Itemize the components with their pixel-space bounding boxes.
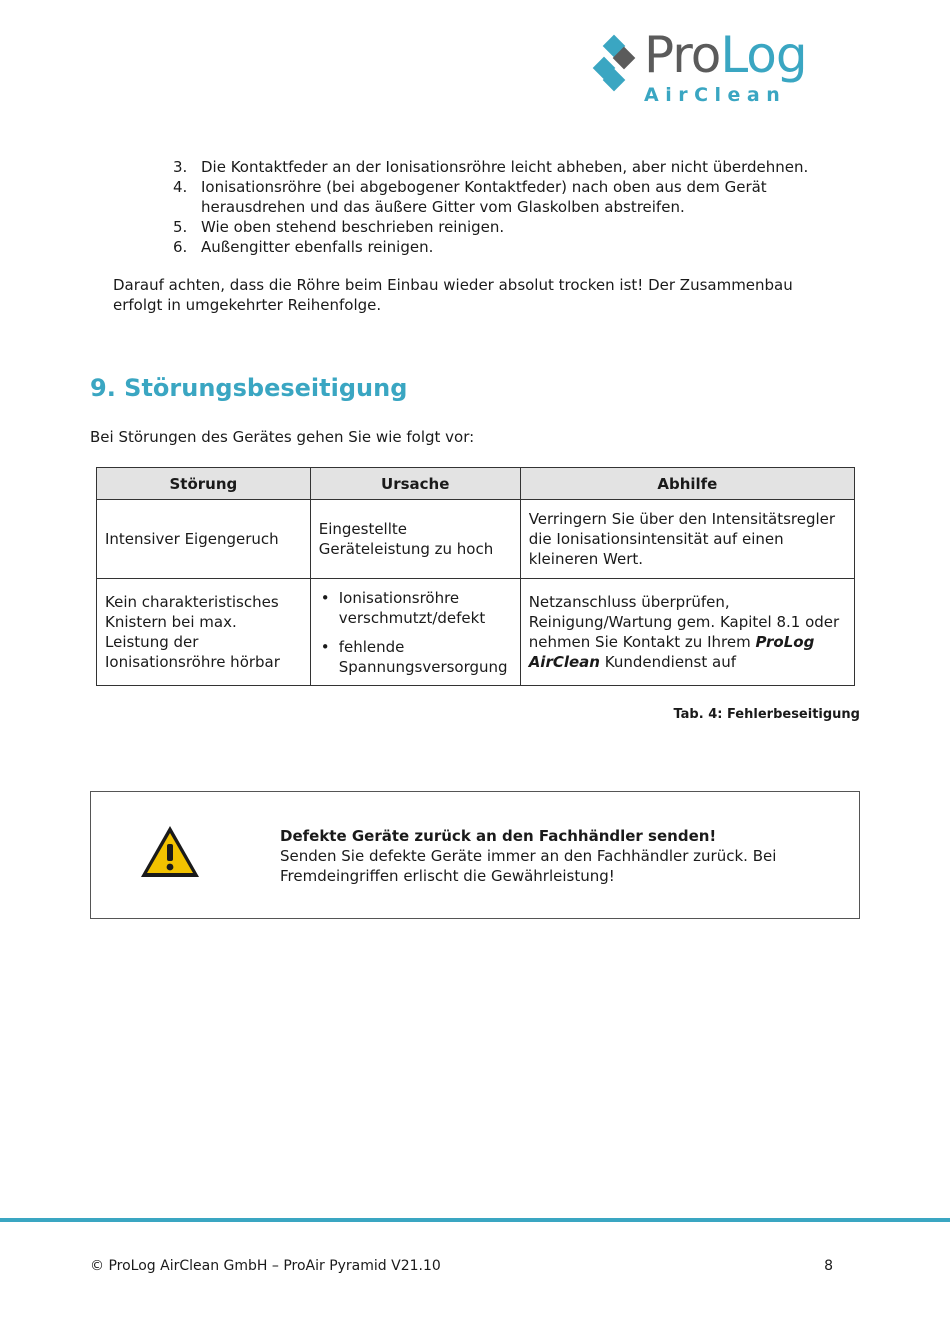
cleaning-steps-list	[170, 157, 850, 257]
footer-divider	[0, 1218, 950, 1222]
step-number: 4.	[173, 178, 188, 196]
logo-text-pro: Pro	[644, 26, 721, 84]
page-number: 8	[824, 1258, 833, 1274]
logo-text-log: Log	[720, 26, 807, 84]
step-number: 5.	[173, 218, 188, 236]
cause-cell: Eingestellte Geräteleistung zu hoch	[310, 500, 520, 579]
remedy-cell: Verringern Sie über den Intensitätsregler die Ionisationsintensität auf einen kleineren Wert.	[520, 500, 854, 579]
column-header-fault: Störung	[97, 468, 311, 500]
cause-list	[319, 588, 512, 677]
step-text: Ionisationsröhre (bei abgebogener Kontaktfeder) nach oben aus dem Gerät herausdrehen und das äußere Gitter vom Glaskolben abstreifen.	[201, 178, 767, 216]
list-item	[170, 217, 850, 237]
list-item	[170, 177, 850, 217]
troubleshooting-table	[96, 467, 855, 686]
section-heading: 9. Störungsbeseitigung	[90, 374, 408, 402]
list-item	[170, 157, 850, 177]
logo-wordmark	[644, 26, 807, 84]
list-item	[170, 237, 850, 257]
prolog-logo	[592, 26, 852, 112]
remedy-text: Netzanschluss überprüfen, Reinigung/Wartung gem. Kapitel 8.1 oder nehmen Sie Kontakt zu Ihrem	[528, 593, 840, 651]
fault-cell: Kein charakteristisches Knistern bei max. Leistung der Ionisationsröhre hörbar	[97, 579, 311, 686]
logo-subtitle: AirClean	[644, 84, 787, 106]
warning-body: Senden Sie defekte Geräte immer an den Fachhändler zurück. Bei Fremdeingriffen erlischt die Gewährleistung!	[280, 847, 777, 885]
assembly-note: Darauf achten, dass die Röhre beim Einbau wieder absolut trocken ist! Der Zusammenbau erfolgt in umgekehrter Reihenfolge.	[113, 276, 793, 314]
step-text: Die Kontaktfeder an der Ionisationsröhre leicht abheben, aber nicht überdehnen.	[201, 158, 809, 176]
column-header-remedy: Abhilfe	[520, 468, 854, 500]
step-number: 6.	[173, 238, 188, 256]
warning-title: Defekte Geräte zurück an den Fachhändler senden!	[280, 827, 717, 845]
footer-copyright: © ProLog AirClean GmbH – ProAir Pyramid V21.10	[90, 1258, 441, 1274]
cause-cell	[310, 579, 520, 686]
step-number: 3.	[173, 158, 188, 176]
list-item: • fehlende Spannungsversorgung	[319, 637, 512, 677]
table-row	[97, 579, 855, 686]
warning-triangle-icon	[139, 824, 201, 880]
fault-cell: Intensiver Eigengeruch	[97, 500, 311, 579]
step-text: Außengitter ebenfalls reinigen.	[201, 238, 434, 256]
logo-diamond-icon	[592, 34, 642, 98]
remedy-cell	[520, 579, 854, 686]
brand-name: ProLog AirClean	[528, 633, 815, 671]
step-text: Wie oben stehend beschrieben reinigen.	[201, 218, 505, 236]
section-intro: Bei Störungen des Gerätes gehen Sie wie folgt vor:	[90, 428, 475, 446]
table-header-row	[97, 468, 855, 500]
warning-text-block	[280, 826, 840, 886]
table-caption: Tab. 4: Fehlerbeseitigung	[673, 707, 860, 722]
warning-box	[90, 791, 860, 919]
column-header-cause: Ursache	[310, 468, 520, 500]
table-row	[97, 500, 855, 579]
list-item: • Ionisationsröhre verschmutzt/defekt	[319, 588, 512, 628]
remedy-text-end: Kundendienst auf	[604, 653, 736, 671]
